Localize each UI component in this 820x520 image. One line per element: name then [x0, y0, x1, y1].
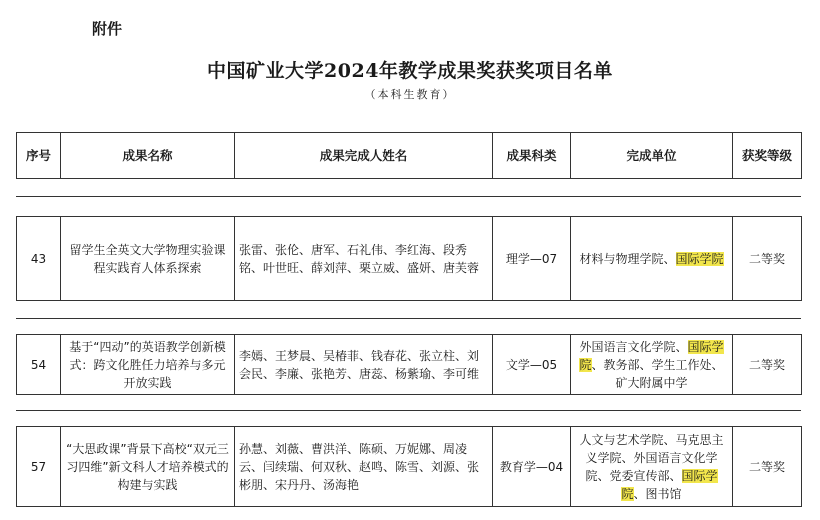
- table-header-row: [17, 133, 802, 179]
- header-table: [16, 132, 802, 179]
- discipline-category: 文学—05: [493, 335, 571, 395]
- unit-text: 人文与艺术学院、马克思主义学院、外国语言文化学院、党委宣传部、: [579, 432, 724, 483]
- award-level: 二等奖: [733, 217, 802, 301]
- highlighted-unit: 国际学院: [621, 468, 718, 501]
- table-row: [16, 426, 802, 507]
- row-number: 43: [17, 217, 61, 301]
- award-level: 二等奖: [733, 335, 802, 395]
- contributors: 孙慧、刘薇、曹洪洋、陈硕、万妮娜、周凌云、闫续瑞、何双秋、赵鸣、陈雪、刘源、张彬朋、宋丹丹、汤海艳: [235, 427, 493, 507]
- completing-unit: [571, 217, 733, 301]
- achievement-name: 留学生全英文大学物理实验课程实践育人体系探索: [61, 217, 235, 301]
- award-level: 二等奖: [733, 427, 802, 507]
- header-category: 成果科类: [493, 133, 571, 179]
- table-row: [16, 216, 802, 301]
- highlighted-unit: 国际学院: [579, 339, 724, 372]
- unit-text: 外国语言文化学院、: [579, 339, 688, 354]
- row-number: 57: [17, 427, 61, 507]
- header-award: 获奖等级: [733, 133, 802, 179]
- header-name: 成果名称: [61, 133, 235, 179]
- unit-text: 材料与物理学院、: [579, 251, 676, 266]
- row-number: 54: [17, 335, 61, 395]
- highlighted-unit: 国际学院: [675, 251, 724, 266]
- table-row: [16, 334, 802, 395]
- header-unit: 完成单位: [571, 133, 733, 179]
- row-separator: [16, 318, 801, 319]
- completing-unit: [571, 335, 733, 395]
- achievement-name: 基于“四动”的英语教学创新模式：跨文化胜任力培养与多元开放实践: [61, 335, 235, 395]
- document-title: 中国矿业大学2024年教学成果奖获奖项目名单: [207, 60, 613, 82]
- completing-unit: [571, 427, 733, 507]
- unit-text: 、教务部、学生工作处、矿大附属中学: [591, 357, 724, 390]
- row-separator: [16, 196, 801, 197]
- discipline-category: 理学—07: [493, 217, 571, 301]
- unit-text: 、图书馆: [633, 486, 682, 501]
- document-subtitle: （本科生教育）: [364, 88, 456, 101]
- header-no: 序号: [17, 133, 61, 179]
- attachment-label: 附件: [92, 20, 123, 38]
- achievement-name: “大思政课”背景下高校“双元三习四维”新文科人才培养模式的构建与实践: [61, 427, 235, 507]
- contributors: 李嫣、王梦晨、吴椿菲、钱春花、张立柱、刘会民、李廉、张艳芳、唐蕊、杨紫瑜、李可维: [235, 335, 493, 395]
- contributors: 张雷、张伦、唐军、石礼伟、李红海、段秀铭、叶世旺、薛刘萍、栗立威、盛妍、唐芙蓉: [235, 217, 493, 301]
- header-people: 成果完成人姓名: [235, 133, 493, 179]
- row-separator: [16, 410, 801, 411]
- discipline-category: 教育学—04: [493, 427, 571, 507]
